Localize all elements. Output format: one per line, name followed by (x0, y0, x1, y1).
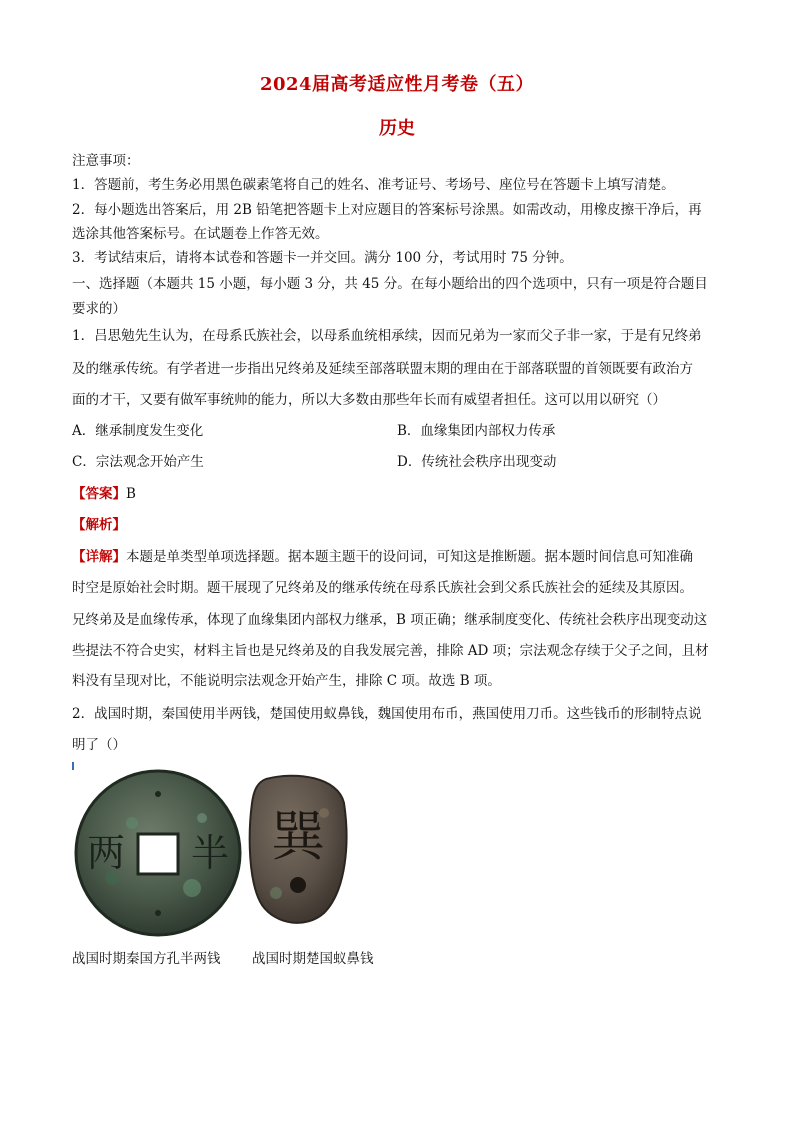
caption-ban-liang: 战国时期秦国方孔半两钱 (72, 951, 221, 967)
notice-item-3: 3．考试结束后，请将本试卷和答题卡一并交回。满分 100 分，考试用时 75 分钟。 (72, 250, 573, 266)
notice-heading: 注意事项： (72, 153, 140, 169)
q1-detail-line-4: 些提法不符合史实，材料主旨也是兄终弟及的自我发展完善，排除 AD 项；宗法观念存续于父子之间，且材 (72, 643, 709, 659)
q1-answer (72, 482, 136, 502)
q1-stem-line-3: 面的才干，又要有做军事统帅的能力，所以大多数由那些年长而有威望者担任。这可以用以研究（） (72, 392, 666, 408)
q1-option-c: C．宗法观念开始产生 (72, 454, 204, 470)
q1-detail-line-1 (72, 545, 693, 565)
subject-title: 历史 (379, 118, 415, 139)
answer-label: 【答案】 (72, 486, 126, 502)
coin-glyph-chu: 巽 (271, 805, 325, 868)
notice-item-2: 2．每小题选出答案后，用 2B 铅笔把答题卡上对应题目的答案标号涂黑。如需改动，用橡皮擦干净后，再 (72, 202, 702, 218)
ant-nose-coin-graphic (246, 773, 350, 925)
section-heading: 一、选择题（本题共 15 小题，每小题 3 分，共 45 分。在每小题给出的四个选项中，只有一项是符合题目 (72, 276, 708, 292)
ant-nose-coin-image (246, 773, 350, 925)
q1-option-a: A．继承制度发生变化 (72, 423, 204, 439)
analysis-label: 【解析】 (72, 517, 126, 533)
q2-stem-line-1: 2．战国时期，秦国使用半两钱，楚国使用蚁鼻钱，魏国使用布币，燕国使用刀币。这些钱币的形制特点说 (72, 706, 702, 722)
notice-item-1: 1．答题前，考生务必用黑色碳素笔将自己的姓名、准考证号、考场号、座位号在答题卡上填写清楚。 (72, 177, 675, 193)
ban-liang-coin-graphic (72, 768, 244, 938)
detail-text-1: 本题是单类型单项选择题。据本题主题干的设问词，可知这是推断题。据本题时间信息可知准确 (126, 549, 693, 565)
caption-ant-nose: 战国时期楚国蚁鼻钱 (252, 951, 374, 967)
q1-detail-line-5: 料没有呈现对比，不能说明宗法观念开始产生，排除 C 项。故选 B 项。 (72, 673, 501, 689)
answer-value: B (126, 486, 136, 502)
q1-stem-line-2: 及的继承传统。有学者进一步指出兄终弟及延续至部落联盟末期的理由在于部落联盟的首领既要有政治方 (72, 361, 693, 377)
q1-option-b: B．血缘集团内部权力传承 (397, 423, 556, 439)
q2-stem-line-2: 明了（） (72, 737, 126, 753)
detail-label: 【详解】 (72, 549, 126, 565)
q1-detail-line-2: 时空是原始社会时期。题干展现了兄终弟及的继承传统在母系氏族社会到父系氏族社会的延续及其原因。 (72, 580, 693, 596)
coin-glyph-liang: 两 (86, 831, 126, 875)
ban-liang-coin-image (72, 768, 244, 938)
q1-analysis (72, 513, 126, 533)
exam-title: 2024届高考适应性月考卷（五） (259, 74, 535, 95)
q1-stem-line-1: 1．吕思勉先生认为，在母系氏族社会，以母系血统相承续，因而兄弟为一家而父子非一家，于是有兄终弟 (72, 328, 702, 344)
section-heading-cont: 要求的） (72, 301, 126, 317)
q1-detail-line-3: 兄终弟及是血缘传承，体现了血缘集团内部权力继承，B 项正确；继承制度变化、传统社会秩序出现变动这 (72, 612, 708, 628)
notice-item-2-cont: 选涂其他答案标号。在试题卷上作答无效。 (72, 226, 329, 242)
q1-option-d: D．传统社会秩序出现变动 (397, 454, 557, 470)
coin-glyph-ban: 半 (190, 831, 230, 875)
